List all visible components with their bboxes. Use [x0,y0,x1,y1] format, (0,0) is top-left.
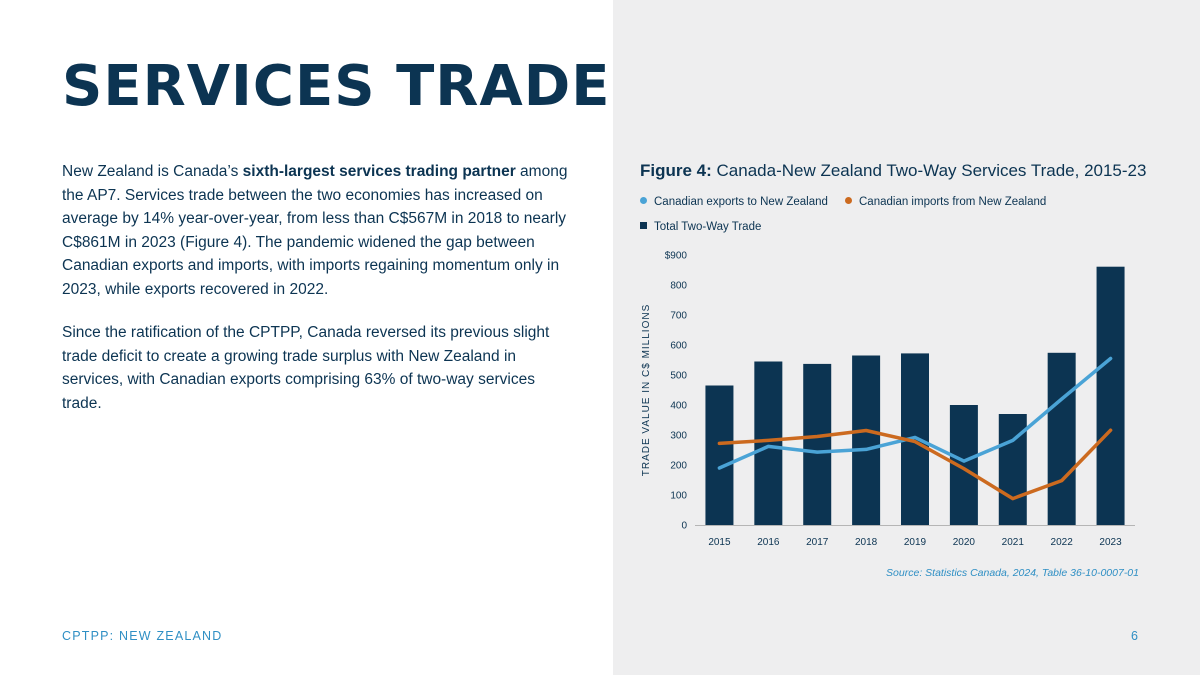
body-text [62,160,577,435]
y-tick-label: 700 [670,310,687,322]
page-title: SERVICES TRADE [62,54,611,119]
y-tick-label: 800 [670,280,687,292]
paragraph-2: Since the ratification of the CPTPP, Canada reversed its previous slight trade deficit to create a growing trade surplus with New Zealand in services, with Canadian exports comprising 63% of two-way services trade. [62,324,550,412]
services-trade-chart [630,240,1150,560]
y-tick-label: 200 [670,460,687,472]
x-tick-label: 2021 [1001,537,1024,548]
y-tick-label: 0 [681,520,687,532]
legend-item-total [640,221,761,233]
bar-total-2023 [1097,267,1125,525]
figure-title [640,161,1146,181]
legend-label-imports: Canadian imports from New Zealand [859,196,1047,208]
y-tick-label: 100 [670,490,687,502]
y-tick-label: $900 [664,250,687,262]
figure-source: Source: Statistics Canada, 2024, Table 36-10-0007-01 [886,567,1139,579]
y-tick-label: 400 [670,400,687,412]
paragraph-1 [62,160,577,301]
bar-total-2016 [754,362,782,526]
footer-section-label: CPTPP: NEW ZEALAND [62,629,223,643]
x-tick-label: 2019 [903,537,927,548]
legend-label-exports: Canadian exports to New Zealand [654,196,828,208]
paragraph-1-end: among the AP7. Services trade between the two economies has increased on average by 14% year-over-year, from less than C$567M in 2018 to nearly C$861M in 2023 (Figure 4). The pandemic widened the gap between Canadian exports and imports, with imports regaining momentum only in 2023, while exports recovered in 2022. [62,163,568,298]
bar-total-2015 [705,386,733,526]
paragraph-1-start: New Zealand is Canada’s [62,163,243,180]
figure-title-text: Canada-New Zealand Two-Way Services Trade, 2015-23 [711,161,1147,180]
bar-total-2018 [852,356,880,526]
x-tick-label: 2020 [952,537,976,548]
paragraph-1-highlight: sixth-largest services trading partner [242,163,516,180]
legend-item-imports [845,196,1046,208]
legend-marker-total [640,222,647,229]
y-axis-title: TRADE VALUE IN C$ MILLIONS [641,303,652,477]
legend-item-exports [640,196,828,208]
legend-marker-imports [845,197,852,204]
x-tick-label: 2023 [1099,537,1122,548]
x-tick-label: 2022 [1050,537,1073,548]
y-tick-label: 600 [670,340,687,352]
y-tick-label: 300 [670,430,687,442]
x-tick-label: 2015 [708,537,731,548]
figure-label: Figure 4: [640,161,712,180]
legend-marker-exports [640,197,647,204]
legend-label-total: Total Two-Way Trade [654,221,762,233]
page-number: 6 [1131,629,1138,643]
x-tick-label: 2018 [854,537,878,548]
bar-total-2022 [1048,353,1076,525]
x-tick-label: 2017 [806,537,829,548]
bar-total-2017 [803,364,831,525]
x-tick-label: 2016 [757,537,780,548]
y-tick-label: 500 [670,370,687,382]
